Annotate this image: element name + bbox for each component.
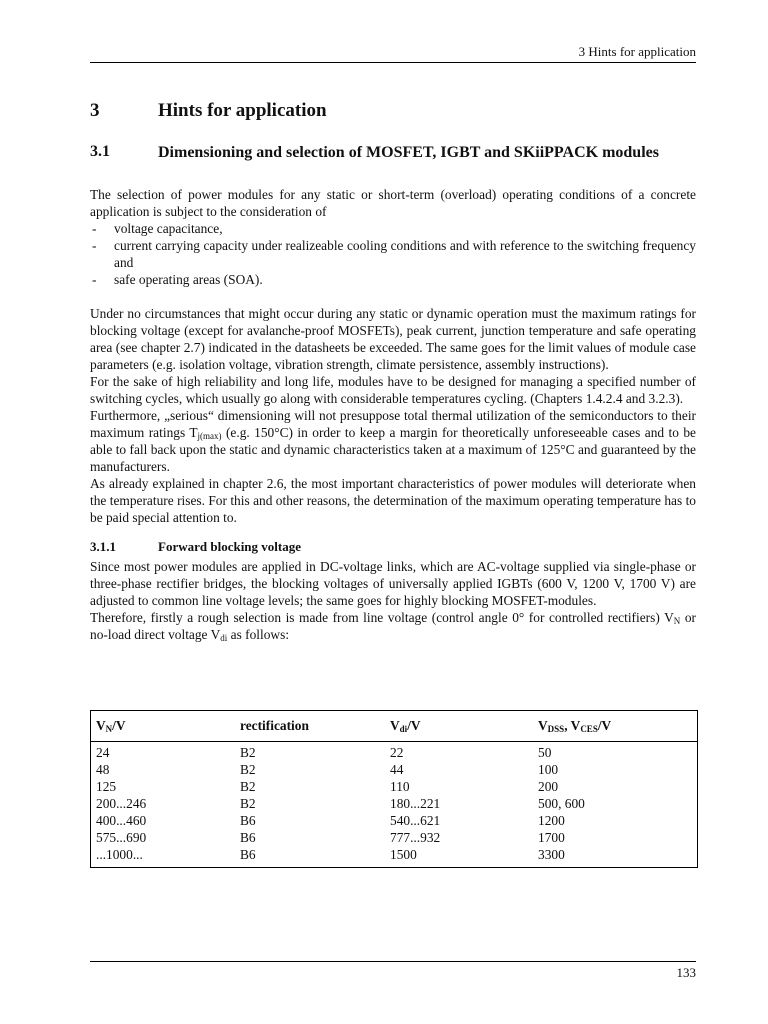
table-row (91, 795, 697, 812)
cell-line-voltage: 125 (96, 779, 117, 794)
cell-rectification: B6 (240, 847, 256, 862)
cell-line-voltage: 48 (96, 762, 110, 777)
intro-paragraph: The selection of power modules for any static or short-term (overload) operating conditions of a concrete application is subject to the consideration of (90, 187, 696, 219)
cell-blocking-voltage: 3300 (538, 847, 565, 862)
header-rule (90, 62, 696, 63)
paragraph-reliability: For the sake of high reliability and long life, modules have to be designed for managing a specified number of switching cycles, which usually go along with considerable temperatures cycling. (Chapters 1.4.2.4 and 3.2.3). (90, 374, 696, 406)
page-number: 133 (676, 965, 696, 980)
cell-dc-voltage: 44 (390, 762, 404, 777)
header-blocking-voltage: $V_{DSS}$, $V_{CES}/V$ (538, 718, 612, 734)
cell-line-voltage: 400...460 (96, 813, 147, 828)
cell-blocking-voltage: 50 (538, 745, 552, 760)
cell-blocking-voltage: 1200 (538, 813, 565, 828)
cell-dc-voltage: 180...221 (390, 796, 441, 811)
section-heading (90, 143, 696, 162)
table-row (91, 812, 697, 829)
list-item: - voltage capacitance, (90, 220, 696, 237)
chapter-title: Hints for application (158, 100, 327, 121)
table-row (91, 761, 697, 778)
subsection-number: 3.1.1 (90, 539, 116, 554)
cell-blocking-voltage: 200 (538, 779, 559, 794)
paragraph-temperature: As already explained in chapter 2.6, the most important characteristics of power modules will deteriorate when the temperature rises. For this and other reasons, the determination of the maximum operating temperature has to be paid special attention to. (90, 476, 696, 525)
cell-rectification: B6 (240, 830, 256, 845)
cell-dc-voltage: 22 (390, 745, 404, 760)
header-rectification: rectification (240, 718, 309, 733)
section-number: 3.1 (90, 143, 110, 160)
cell-rectification: B6 (240, 813, 256, 828)
cell-rectification: B2 (240, 779, 256, 794)
cell-line-voltage: 200...246 (96, 796, 147, 811)
cell-blocking-voltage: 100 (538, 762, 559, 777)
header-line-voltage: $V_N/V$ (96, 718, 126, 734)
subsection-heading (90, 538, 696, 555)
footer-rule (90, 961, 696, 962)
cell-dc-voltage: 1500 (390, 847, 417, 862)
subsection-title: Forward blocking voltage (158, 539, 301, 554)
table-row (91, 744, 697, 761)
running-header: 3 Hints for application (578, 44, 696, 59)
consideration-list (90, 220, 696, 288)
cell-rectification: B2 (240, 745, 256, 760)
paragraph-max-ratings: Under no circumstances that might occur during any static or dynamic operation must the maximum ratings for blocking voltage (except for avalanche-proof MOSFETs), peak current, junction temperature and safe operating area (see chapter 2.7) indicated in the datasheets be exceeded. The same goes for the limit values of module case parameters (e.g. isolation voltage, vibration strength, climate persistence, assembly instructions). (90, 306, 696, 372)
section-title: Dimensioning and selection of MOSFET, IGBT and SKiiPPACK modules (158, 144, 659, 161)
cell-rectification: B2 (240, 796, 256, 811)
chapter-number: 3 (90, 100, 100, 121)
paragraph-selection: Therefore, firstly a rough selection is made from line voltage (control angle 0° for controlled rectifiers) $V_N$ or no-load direct voltage $V_{di}$ as follows: (90, 610, 696, 643)
cell-dc-voltage: 540...621 (390, 813, 441, 828)
cell-line-voltage: 575...690 (96, 830, 147, 845)
table-header (91, 711, 697, 742)
chapter-heading (90, 100, 696, 122)
cell-line-voltage: ...1000... (96, 847, 143, 862)
table-row (91, 846, 697, 863)
table-row (91, 778, 697, 795)
cell-blocking-voltage: 500, 600 (538, 796, 585, 811)
table-body (91, 742, 697, 867)
cell-line-voltage: 24 (96, 745, 110, 760)
header-dc-voltage: $V_{di}/V$ (390, 718, 421, 734)
cell-blocking-voltage: 1700 (538, 830, 565, 845)
voltage-table (90, 710, 698, 868)
body-text (90, 186, 696, 643)
cell-dc-voltage: 110 (390, 779, 410, 794)
list-item: - safe operating areas (SOA). (90, 271, 696, 288)
paragraph-dimensioning: Furthermore, „serious“ dimensioning will not presuppose total thermal utilization of the semiconductors to their maximum ratings $T_{j(max)}$ (e.g. 150°C) in order to keep a margin for theoretically unforeseeable cases and to be able to fall back upon the static and dynamic characteristics taken at a maximum of 125°C and guaranteed by the manufacturers. (90, 408, 696, 474)
list-item: - current carrying capacity under realizeable cooling conditions and with reference to the switching frequency and (90, 237, 696, 271)
cell-dc-voltage: 777...932 (390, 830, 441, 845)
cell-rectification: B2 (240, 762, 256, 777)
table-row (91, 829, 697, 846)
paragraph-dc-links: Since most power modules are applied in DC-voltage links, which are AC-voltage supplied via single-phase or three-phase rectifier bridges, the blocking voltages of universally applied IGBTs (600 V, 1200 V, 1700 V) are adjusted to common line voltage levels; the same goes for highly blocking MOSFET-modules. (90, 559, 696, 608)
